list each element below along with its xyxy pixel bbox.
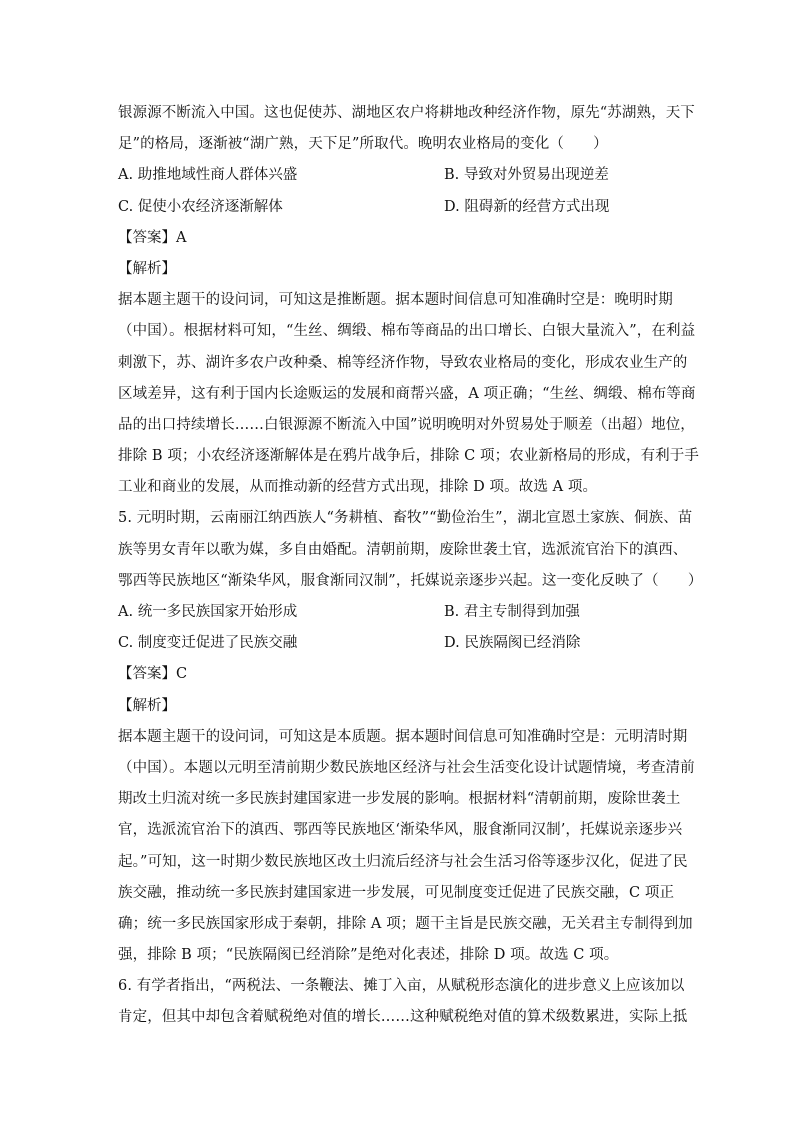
q4-options-row-1: [118, 160, 678, 191]
q4-analysis-line: 刺激下，苏、湖许多农户改种桑、棉等经济作物，导致农业格局的变化，形成农业生产的: [118, 354, 688, 371]
document-content: [118, 98, 703, 1034]
q4-option-c: C. 促使小农经济逐渐解体: [118, 198, 283, 215]
q5-analysis-line: （中国）。本题以元明至清前期少数民族地区经济与社会生活变化设计试题情境，考查清前: [118, 759, 695, 776]
q5-stem-line: 族等男女青年以歌为媒，多自由婚配。清朝前期，废除世袭土官，选派流官治下的滇西、: [118, 541, 688, 558]
q5-options-row-1: [118, 597, 678, 628]
q5-options-row-2: [118, 628, 678, 659]
q4-option-a: A. 助推地域性商人群体兴盛: [118, 167, 298, 184]
q5-analysis-line: 官，选派流官治下的滇西、鄂西等民族地区‘渐染华风，服食渐同汉制’，托媒说亲逐步兴: [118, 822, 683, 839]
q5-stem-line: 鄂西等民族地区“渐染华风，服食渐同汉制”，托媒说亲逐步兴起。这一变化反映了（ ）: [118, 572, 703, 589]
q5-stem-line: 5. 元明时期，云南丽江纳西族人“务耕植、畜牧”“勤俭治生”，湖北宣恩土家族、侗族、苗: [118, 510, 693, 527]
q4-analysis-line: 品的出口持续增长……白银源源不断流入中国”说明晚明对外贸易处于顺差（出超）地位，: [118, 416, 695, 433]
q4-stem-line: 足”的格局，逐渐被“湖广熟，天下足”所取代。晚明农业格局的变化（ ）: [118, 136, 608, 153]
q4-analysis-label: 【解析】: [118, 260, 176, 277]
q4-analysis-line: 区域差异，这有利于国内长途贩运的发展和商帮兴盛，A 项正确；“生丝、绸缎、棉布等商: [118, 385, 696, 402]
q6-stem-line: 肯定，但其中却包含着赋税绝对值的增长……这种赋税绝对值的算术级数累进，实际上抵: [118, 1009, 688, 1026]
q4-options-row-2: [118, 192, 678, 223]
q4-analysis-line: 工业和商业的发展，从而推动新的经营方式出现，排除 D 项。故选 A 项。: [118, 479, 598, 496]
q5-analysis-line: 起。”可知，这一时期少数民族地区改土归流后经济与社会生活习俗等逐步汉化，促进了民: [118, 853, 688, 870]
q5-answer: 【答案】C: [118, 666, 188, 683]
q5-option-b: B. 君主专制得到加强: [444, 604, 580, 620]
q5-option-a: A. 统一多民族国家开始形成: [118, 604, 298, 620]
q5-analysis-line: 期改土归流对统一多民族封建国家进一步发展的影响。根据材料“清朝前期，废除世袭土: [118, 791, 681, 808]
q4-analysis-line: 据本题主题干的设问词，可知这是推断题。据本题时间信息可知准确时空是：晚明时期: [118, 292, 673, 309]
q4-answer: 【答案】A: [118, 229, 187, 246]
q4-option-d: D. 阻碍新的经营方式出现: [444, 198, 610, 215]
q5-analysis-line: 据本题主题干的设问词，可知这是本质题。据本题时间信息可知准确时空是：元明清时期: [118, 728, 688, 745]
q5-analysis-label: 【解析】: [118, 697, 176, 714]
q4-stem-line: 银源源不断流入中国。这也促使苏、湖地区农户将耕地改种经济作物，原先“苏湖熟，天下: [118, 105, 695, 121]
q5-option-c: C. 制度变迁促进了民族交融: [118, 635, 298, 652]
q5-option-d: D. 民族隔阂已经消除: [444, 635, 581, 652]
q4-option-b: B. 导致对外贸易出现逆差: [444, 167, 609, 184]
q5-analysis-line: 确；统一多民族国家形成于秦朝，排除 A 项；题干主旨是民族交融，无关君主专制得到加: [118, 915, 693, 932]
q6-stem-line: 6. 有学者指出，“两税法、一条鞭法、摊丁入亩，从赋税形态演化的进步意义上应该加以: [118, 978, 685, 995]
q4-analysis-line: 排除 B 项；小农经济逐渐解体是在鸦片战争后，排除 C 项；农业新格局的形成，有利于手: [118, 448, 699, 465]
q5-analysis-line: 族交融，推动统一多民族封建国家进一步发展，可见制度变迁促进了民族交融，C 项正: [118, 884, 675, 901]
q4-analysis-line: （中国）。根据材料可知，“生丝、绸缎、棉布等商品的出口增长、白银大量流入”，在利益: [118, 323, 696, 340]
q5-analysis-line: 强，排除 B 项；“民族隔阂已经消除”是绝对化表述，排除 D 项。故选 C 项。: [118, 947, 619, 964]
